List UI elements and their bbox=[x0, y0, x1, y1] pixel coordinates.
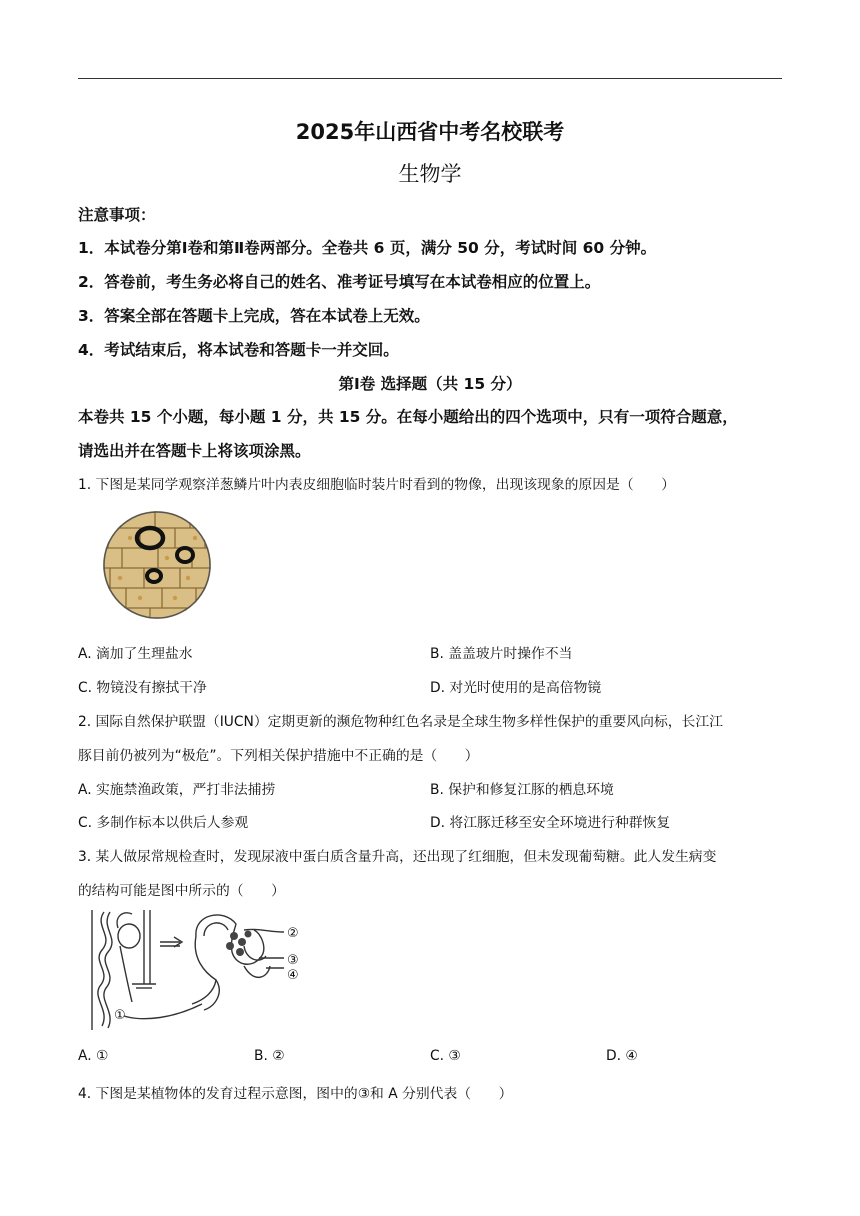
option-d: D. ④ bbox=[606, 1048, 638, 1064]
option-a: A. 实施禁渔政策，严打非法捕捞 bbox=[78, 782, 276, 798]
exam-title: 2025年山西省中考名校联考 bbox=[295, 120, 565, 144]
option-c: C. ③ bbox=[430, 1048, 461, 1064]
question-stem: 4. 下图是某植物体的发育过程示意图，图中的③和 A 分别代表（ ） bbox=[78, 1086, 513, 1102]
option-d: D. 将江豚迁移至安全环境进行种群恢复 bbox=[430, 815, 671, 831]
option-c: C. 物镜没有擦拭干净 bbox=[78, 680, 207, 696]
section-heading: 第Ⅰ卷 选择题（共 15 分） bbox=[338, 375, 522, 393]
notice-item: 2．答卷前，考生务必将自己的姓名、准考证号填写在本试卷相应的位置上。 bbox=[78, 273, 601, 291]
figure-label: ① bbox=[114, 1008, 126, 1023]
option-a: A. ① bbox=[78, 1048, 109, 1064]
nephron-diagram bbox=[84, 906, 308, 1034]
section-instructions: 请选出并在答题卡上将该项涂黑。 bbox=[78, 442, 311, 460]
notice-item: 3．答案全部在答题卡上完成，答在本试卷上无效。 bbox=[78, 307, 430, 325]
notice-item: 4．考试结束后，将本试卷和答题卡一并交回。 bbox=[78, 341, 399, 359]
section-instructions: 本卷共 15 个小题，每小题 1 分，共 15 分。在每小题给出的四个选项中，只有一项符合题意， bbox=[78, 408, 738, 426]
onion-cell-micrograph bbox=[100, 510, 214, 620]
subject-title: 生物学 bbox=[398, 162, 462, 186]
notice-item: 1．本试卷分第Ⅰ卷和第Ⅱ卷两部分。全卷共 6 页，满分 50 分，考试时间 60 分钟。 bbox=[78, 239, 657, 257]
option-b: B. 保护和修复江豚的栖息环境 bbox=[430, 782, 614, 798]
header-rule bbox=[78, 78, 782, 79]
question-stem: 的结构可能是图中所示的（ ） bbox=[78, 883, 285, 899]
question-stem: 1. 下图是某同学观察洋葱鳞片叶内表皮细胞临时装片时看到的物像，出现该现象的原因是（ ） bbox=[78, 477, 676, 493]
option-a: A. 滴加了生理盐水 bbox=[78, 646, 193, 662]
question-stem: 豚目前仍被列为“极危”。下列相关保护措施中不正确的是（ ） bbox=[78, 748, 479, 764]
question-stem: 2. 国际自然保护联盟（IUCN）定期更新的濒危物种红色名录是全球生物多样性保护的重要风向标，长江江 bbox=[78, 714, 723, 730]
option-d: D. 对光时使用的是高倍物镜 bbox=[430, 680, 602, 696]
question-stem: 3. 某人做尿常规检查时，发现尿液中蛋白质含量升高，还出现了红细胞，但未发现葡萄糖。此人发生病变 bbox=[78, 849, 717, 865]
option-b: B. ② bbox=[254, 1048, 285, 1064]
option-c: C. 多制作标本以供后人参观 bbox=[78, 815, 249, 831]
notice-heading: 注意事项： bbox=[78, 206, 156, 224]
figure-label: ② bbox=[287, 926, 299, 941]
figure-label: ④ bbox=[287, 968, 299, 983]
option-b: B. 盖盖玻片时操作不当 bbox=[430, 646, 573, 662]
figure-label: ③ bbox=[287, 953, 299, 968]
